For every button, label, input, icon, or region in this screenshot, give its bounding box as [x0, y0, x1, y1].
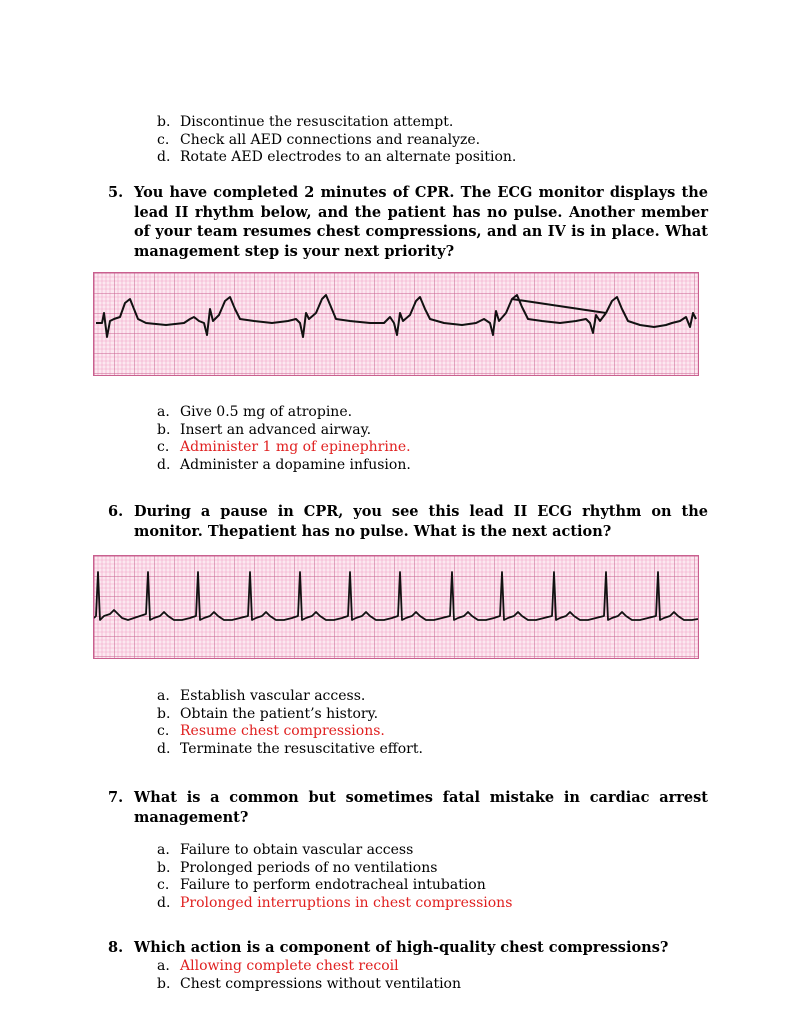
question-7-options — [157, 842, 512, 912]
ecg-strip-question-5 — [93, 272, 699, 376]
option-c: c. Check all AED connections and reanalyze. — [157, 131, 481, 148]
option-c-correct[interactable]: c. Resume chest compressions. — [157, 723, 385, 739]
question-number: 5. — [108, 184, 124, 201]
option-b[interactable]: b. Insert an advanced airway. — [157, 421, 372, 438]
question-5-options — [157, 404, 411, 474]
option-d[interactable]: d. Administer a dopamine infusion. — [157, 456, 411, 473]
ecg-strip-svg — [94, 556, 698, 658]
option-d: d. Rotate AED electrodes to an alternate position. — [157, 149, 517, 165]
option-a[interactable]: a. Failure to obtain vascular access — [157, 842, 414, 858]
question-text: Which action is a component of high-quality chest compressions? — [134, 939, 669, 956]
ecg-strip-svg — [94, 273, 698, 375]
option-b: b. Discontinue the resuscitation attempt. — [157, 114, 454, 130]
option-a[interactable]: a. Establish vascular access. — [157, 688, 366, 704]
question-text: You have completed 2 minutes of CPR. The ECG monitor displays the lead II rhythm below, and the patient has no pulse. Another member of your team resumes chest compressions, and an IV is in place. What management step is your next priority? — [134, 184, 708, 260]
option-b[interactable]: b. Prolonged periods of no ventilations — [157, 859, 438, 876]
question-8 — [108, 938, 708, 958]
question-5 — [108, 183, 708, 261]
question-6 — [108, 502, 708, 541]
option-b[interactable]: b. Obtain the patient’s history. — [157, 705, 379, 722]
question-text: What is a common but sometimes fatal mistake in cardiac arrest management? — [134, 789, 708, 826]
ecg-strip-question-6 — [93, 555, 699, 659]
option-c-correct[interactable]: c. Administer 1 mg of epinephrine. — [157, 439, 411, 455]
question-number: 8. — [108, 939, 124, 956]
question-8-options — [157, 958, 461, 993]
question-text: During a pause in CPR, you see this lead II ECG rhythm on the monitor. Thepatient has no pulse. What is the next action? — [134, 503, 708, 540]
option-c[interactable]: c. Failure to perform endotracheal intubation — [157, 877, 486, 893]
question-6-options — [157, 688, 423, 758]
option-a-correct[interactable]: a. Allowing complete chest recoil — [157, 958, 399, 974]
option-d[interactable]: d. Terminate the resuscitative effort. — [157, 740, 423, 757]
option-d-correct[interactable]: d. Prolonged interruptions in chest compressions — [157, 894, 513, 911]
question-number: 6. — [108, 503, 124, 520]
option-b[interactable]: b. Chest compressions without ventilation — [157, 975, 461, 992]
question-4-options — [157, 114, 516, 167]
option-a[interactable]: a. Give 0.5 mg of atropine. — [157, 404, 353, 420]
question-7 — [108, 788, 708, 827]
ecg-grid — [94, 273, 698, 375]
question-number: 7. — [108, 789, 124, 806]
